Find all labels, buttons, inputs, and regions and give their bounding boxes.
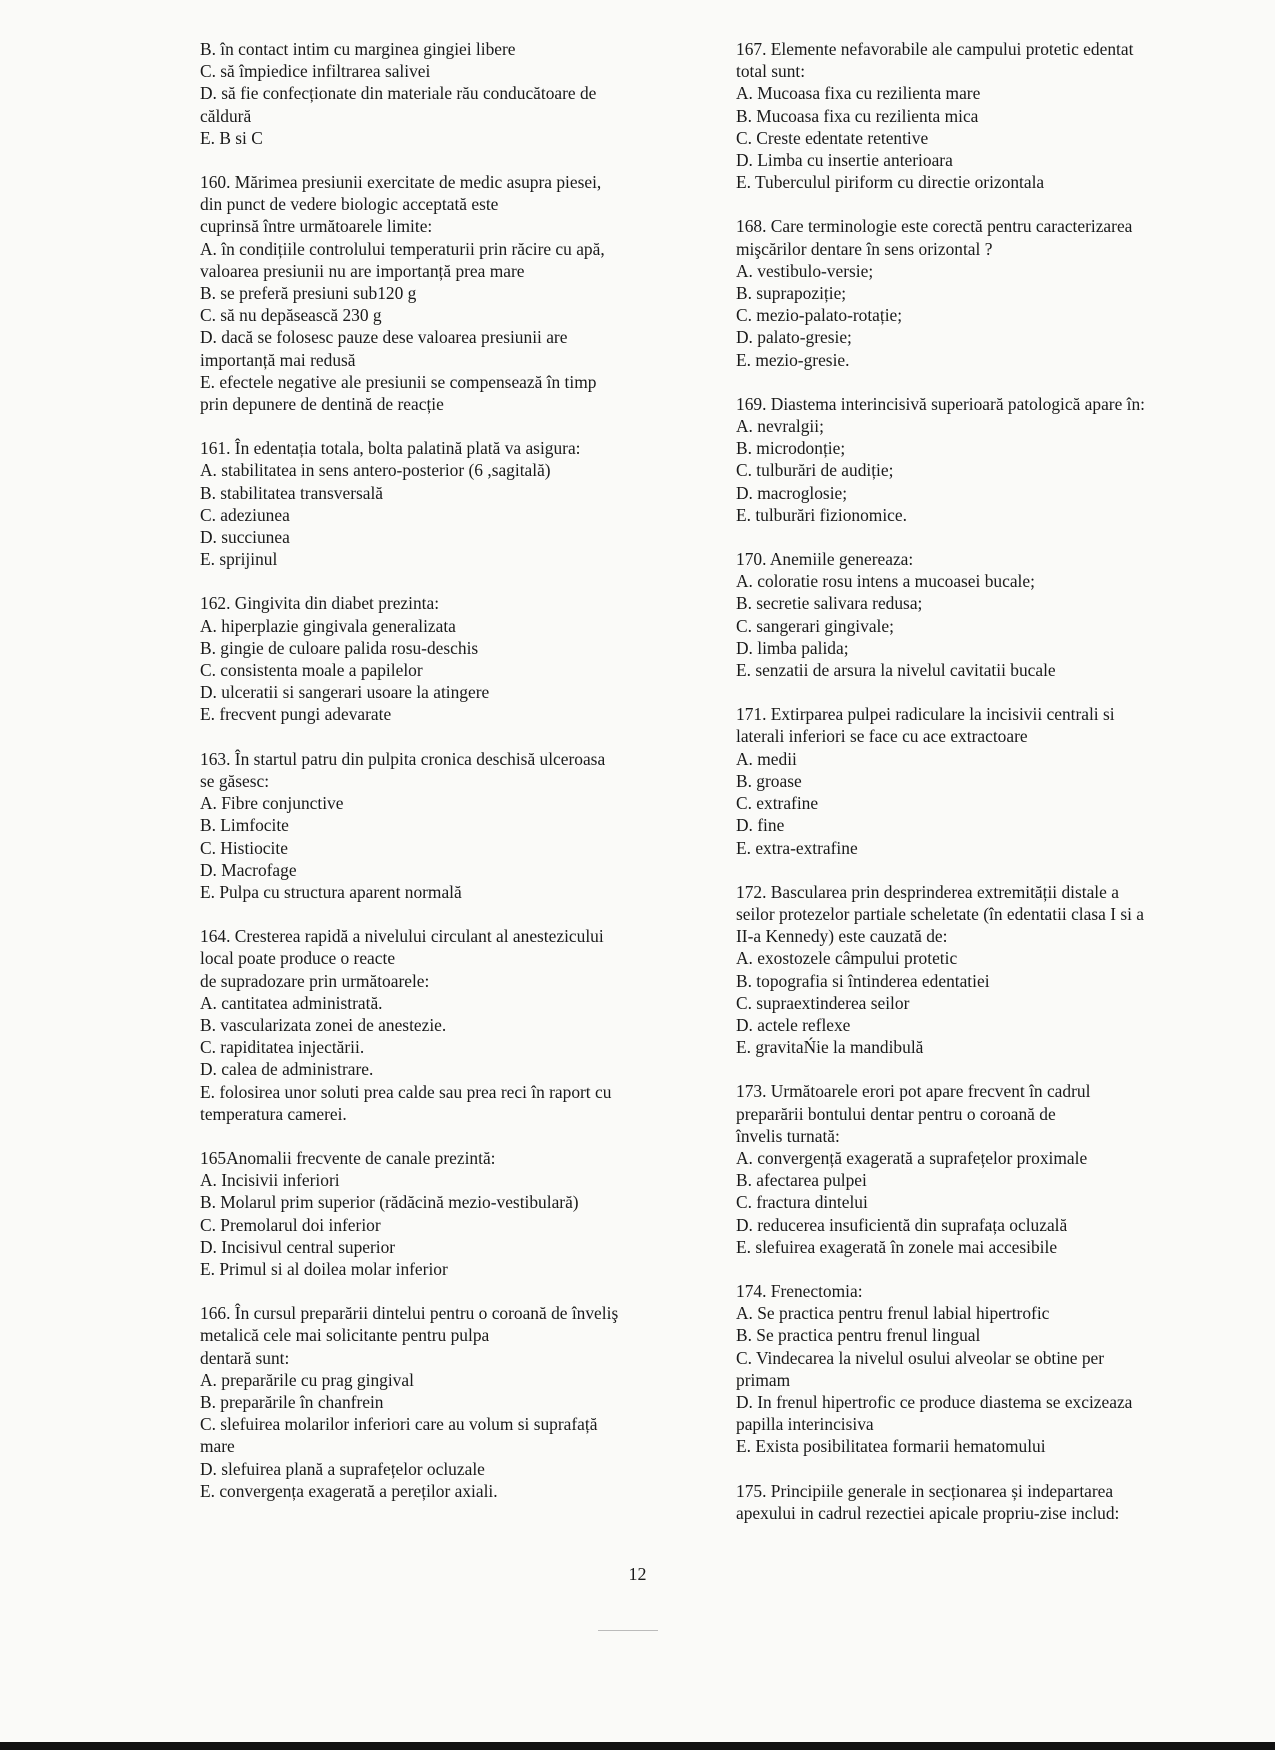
option: D. fine [736,815,785,836]
option: C. consistenta moale a papilelor [200,660,423,681]
option: C. Histiocite [200,837,288,858]
option: D. Incisivul central superior [200,1236,396,1257]
option: E. sprijinul [200,549,278,570]
option: E. Pulpa cu structura aparent normală [200,881,462,902]
question-172 [736,881,1206,1059]
question-162 [200,592,660,725]
option: E. senzatii de arsura la nivelul cavitatii bucale [736,660,1056,681]
option: B. stabilitatea transversală [200,482,384,503]
option: A. Mucoasa fixa cu rezilienta mare [736,83,981,104]
option: C. rapiditatea injectării. [200,1037,365,1058]
option: D. In frenul hipertrofic ce produce diastema se excizeaza papilla interincisiva [736,1391,1133,1435]
question-165 [200,1147,660,1280]
option: C. fractura dintelui [736,1192,868,1213]
option: D. dacă se folosesc pauze dese valoarea presiunii are importanță mai redusă [200,327,568,370]
option: D. palato-gresie; [736,327,852,348]
option: B. Mucoasa fixa cu rezilienta mica [736,105,979,126]
option: B. afectarea pulpei [736,1170,867,1191]
option: A. hiperplazie gingivala generalizata [200,615,456,636]
option: A. cantitatea administrată. [200,992,383,1013]
option: C. tulburări de audiție; [736,460,894,481]
option: D. ulceratii si sangerari usoare la atingere [200,682,490,703]
option: E. Tuberculul piriform cu directie orizontala [736,172,1045,193]
question-stem: 160. Mărimea presiunii exercitate de medic asupra piesei, din punct de vedere biologic acceptată este cuprinsă între următoarele limite: [200,172,602,237]
question-stem: 165Anomalii frecvente de canale prezintă: [200,1147,496,1168]
right-column [736,38,1206,1546]
option: A. Fibre conjunctive [200,793,344,814]
question-stem: 173. Următoarele erori pot apare frecvent în cadrul preparării bontului dentar pentru o coroană de învelis turnată: [736,1081,1091,1146]
option: B. preparările în chanfrein [200,1391,384,1412]
option: C. adeziunea [200,504,290,525]
question-163 [200,748,660,903]
option: B. microdonție; [736,438,846,459]
question-stem: 164. Cresterea rapidă a nivelului circulant al anestezicului local poate produce o reacte de supradozare prin următoarele: [200,926,604,991]
question-160 [200,171,660,415]
question-159-continuation [200,38,660,149]
question-stem: 172. Bascularea prin desprinderea extremității distale a seilor protezelor partiale scheletate (în edentatii clasa I si a II-a Kennedy) este cauzată de: [736,881,1145,947]
option: A. Incisivii inferiori [200,1170,340,1191]
option: C. slefuirea molarilor inferiori care au volum si suprafață mare [200,1414,598,1457]
question-stem: 168. Care terminologie este corectă pentru caracterizarea mişcărilor dentare în sens orizontal ? [736,216,1133,259]
option: E. tulburări fizionomice. [736,504,907,525]
option: E. Primul si al doilea molar inferior [200,1258,448,1279]
question-164 [200,925,660,1125]
option: C. supraextinderea seilor [736,992,910,1013]
question-170 [736,548,1206,681]
option: A. nevralgii; [736,416,824,437]
question-171 [736,703,1206,858]
option: D. slefuirea plană a suprafețelor ocluzale [200,1458,485,1479]
option: B. se preferă presiuni sub120 g [200,283,417,304]
option: E. B si C [200,127,263,148]
option: E. slefuirea exagerată în zonele mai accesibile [736,1236,1058,1257]
option: C. Vindecarea la nivelul osului alveolar se obtine per primam [736,1347,1105,1390]
option: E. efectele negative ale presiunii se compensează în timp prin depunere de dentină de reacție [200,371,597,415]
question-169 [736,393,1206,526]
question-stem: 174. Frenectomia: [736,1280,863,1301]
option: E. mezio-gresie. [736,349,850,370]
option: B. suprapoziție; [736,283,847,304]
page-number: 12 [628,1564,647,1584]
question-168 [736,215,1206,370]
option: E. folosirea unor soluti prea calde sau prea reci în raport cu temperatura camerei. [200,1081,612,1124]
question-stem: 169. Diastema interincisivă superioară patologică apare în: [736,393,1146,414]
question-stem: 167. Elemente nefavorabile ale campului protetic edentat total sunt: [736,39,1134,82]
option: B. secretie salivara redusa; [736,593,923,614]
option: A. Se practica pentru frenul labial hipertrofic [736,1303,1050,1324]
option: A. stabilitatea in sens antero-posterior (6 ,sagitală) [200,460,551,481]
question-stem: 166. În cursul preparării dintelui pentru o coroană de înveliş metalică cele mai solicitante pentru pulpa dentară sunt: [200,1303,619,1368]
question-stem: 163. În startul patru din pulpita cronica deschisă ulceroasa se găsesc: [200,748,606,791]
question-174 [736,1280,1206,1458]
option: A. preparările cu prag gingival [200,1369,414,1390]
option: E. Exista posibilitatea formarii hematomului [736,1436,1046,1457]
option: D. reducerea insuficientă din suprafața ocluzală [736,1214,1068,1235]
question-173 [736,1080,1206,1258]
option: C. mezio-palato-rotație; [736,305,903,326]
option: D. să fie confecționate din materiale rău conducătoare de căldură [200,83,597,126]
option: B. topografia si întinderea edentatiei [736,970,990,991]
option: A. coloratie rosu intens a mucoasei bucale; [736,571,1035,592]
option: C. Creste edentate retentive [736,127,929,148]
option: D. calea de administrare. [200,1059,374,1080]
left-column [200,38,660,1524]
question-167 [736,38,1206,193]
option: A. în condițiile controlului temperaturii prin răcire cu apă, valoarea presiunii nu are importanță prea mare [200,238,605,281]
option: C. sangerari gingivale; [736,615,894,636]
option: B. vascularizata zonei de anestezie. [200,1014,447,1035]
option: B. Molarul prim superior (rădăcină mezio-vestibulară) [200,1192,579,1213]
option: E. extra-extrafine [736,837,858,858]
question-175 [736,1480,1206,1524]
option: B. Se practica pentru frenul lingual [736,1325,981,1346]
question-stem: 171. Extirparea pulpei radiculare la incisivii centrali si laterali inferiori se face cu ace extractoare [736,704,1115,747]
option: B. gingie de culoare palida rosu-deschis [200,637,479,658]
option: A. medii [736,748,797,769]
option: B. groase [736,770,802,791]
option: C. să împiedice infiltrarea salivei [200,61,431,82]
option: B. în contact intim cu marginea gingiei libere [200,39,516,59]
option: E. gravitaŃie la mandibulă [736,1037,924,1058]
option: D. macroglosie; [736,482,848,503]
option: C. să nu depăsească 230 g [200,305,382,326]
option: A. vestibulo-versie; [736,260,874,281]
question-166 [200,1302,660,1502]
option: E. frecvent pungi adevarate [200,704,392,725]
question-stem: 170. Anemiile genereaza: [736,549,914,570]
scan-bottom-edge [0,1742,1275,1750]
option: B. Limfocite [200,815,289,836]
option: C. Premolarul doi inferior [200,1214,381,1235]
option: D. actele reflexe [736,1014,851,1035]
option: A. exostozele câmpului protetic [736,948,958,969]
question-stem: 175. Principiile generale in secționarea și indepartarea apexului in cadrul rezectiei apicale propriu-zise includ: [736,1480,1120,1523]
question-161 [200,437,660,570]
option: D. succiunea [200,527,290,548]
option: C. extrafine [736,793,819,814]
option: D. Limba cu insertie anterioara [736,150,953,171]
option: E. convergența exagerată a pereților axiali. [200,1480,498,1501]
option: A. convergență exagerată a suprafețelor proximale [736,1147,1088,1168]
scan-artifact-line [598,1630,658,1631]
question-stem: 162. Gingivita din diabet prezinta: [200,593,440,614]
option: D. Macrofage [200,859,297,880]
option: D. limba palida; [736,637,849,658]
question-stem: 161. În edentația totala, bolta palatină plată va asigura: [200,438,581,459]
